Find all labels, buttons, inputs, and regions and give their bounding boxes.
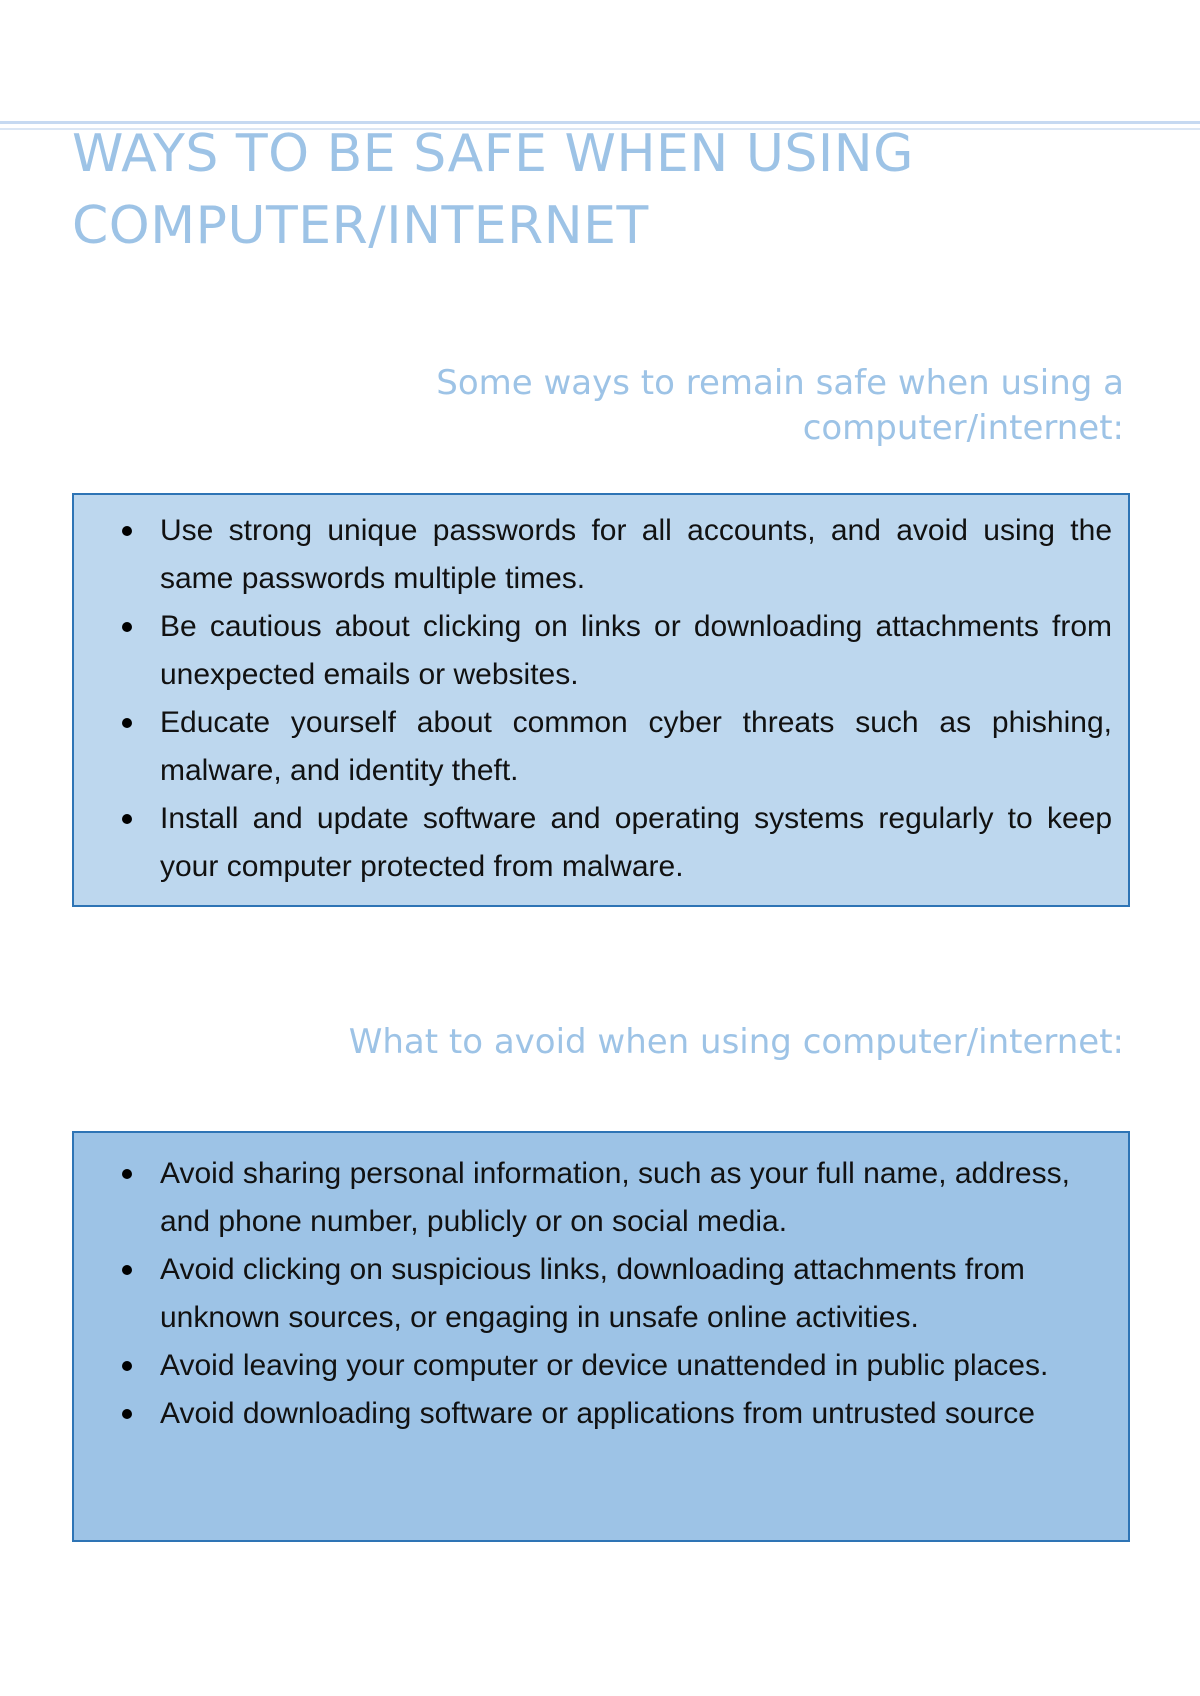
list-item-text: Be cautious about clicking on links or downloading attachments from unexpected emails or websites. bbox=[160, 610, 1112, 691]
list-item-text: Educate yourself about common cyber threats such as phishing, malware, and identity theft. bbox=[160, 706, 1112, 787]
list-item-text: Use strong unique passwords for all accounts, and avoid using the same passwords multiple times. bbox=[160, 514, 1112, 595]
list-item-text: Avoid downloading software or applications from untrusted source bbox=[160, 1397, 1035, 1430]
bullet-icon bbox=[122, 1169, 132, 1179]
bullet-icon bbox=[122, 622, 132, 632]
avoid-tips-box bbox=[72, 1131, 1130, 1542]
list-item-text: Avoid leaving your computer or device unattended in public places. bbox=[160, 1349, 1049, 1382]
section-heading-safe: Some ways to remain safe when using a computer/internet: bbox=[436, 363, 1124, 448]
bullet-icon bbox=[122, 1265, 132, 1275]
list-item-text: Avoid sharing personal information, such as your full name, address, and phone number, publicly or on social media. bbox=[160, 1157, 1070, 1238]
bullet-icon bbox=[122, 526, 132, 536]
list-item bbox=[160, 1390, 1112, 1438]
list-item bbox=[160, 795, 1112, 891]
bullet-icon bbox=[122, 1409, 132, 1419]
list-item bbox=[160, 699, 1112, 795]
safe-tips-box bbox=[72, 493, 1130, 907]
safe-tips-list bbox=[74, 495, 1128, 891]
section-heading-avoid: What to avoid when using computer/internet: bbox=[348, 1022, 1124, 1062]
list-item-text: Avoid clicking on suspicious links, downloading attachments from unknown sources, or engaging in unsafe online activities. bbox=[160, 1253, 1025, 1334]
page-title: WAYS TO BE SAFE WHEN USING COMPUTER/INTERNET bbox=[72, 124, 914, 256]
bullet-icon bbox=[122, 1361, 132, 1371]
list-item bbox=[160, 603, 1112, 699]
avoid-tips-list bbox=[74, 1133, 1128, 1438]
bullet-icon bbox=[122, 718, 132, 728]
list-item-text: Install and update software and operating systems regularly to keep your computer protected from malware. bbox=[160, 802, 1112, 883]
list-item bbox=[160, 507, 1112, 603]
list-item bbox=[160, 1246, 1112, 1342]
list-item bbox=[160, 1342, 1112, 1390]
bullet-icon bbox=[122, 814, 132, 824]
list-item bbox=[160, 1150, 1112, 1246]
